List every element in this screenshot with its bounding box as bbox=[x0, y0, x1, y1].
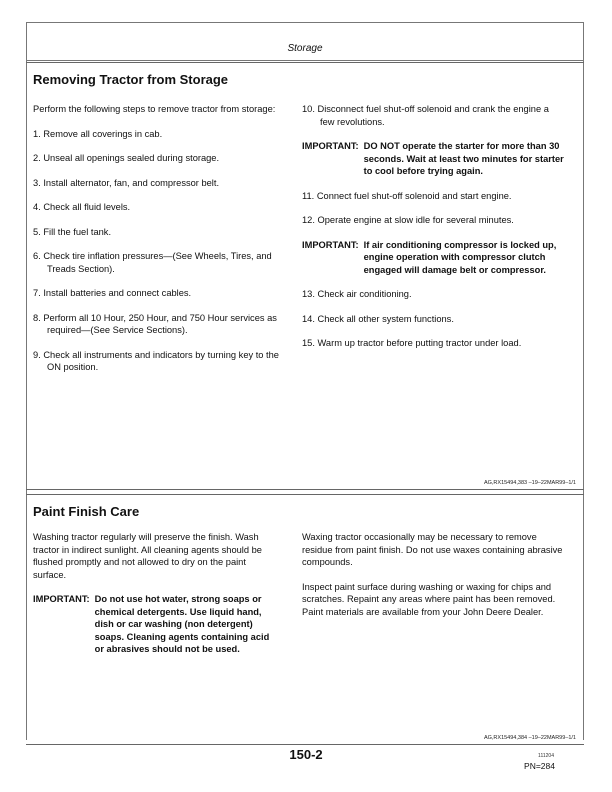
important-text: If air conditioning compressor is locked up, engine operation with compressor clutch engaged will damage belt or compressor. bbox=[363, 239, 557, 275]
step-3: 3. Install alternator, fan, and compressor belt. bbox=[33, 177, 220, 188]
inspect-paragraph: Inspect paint surface during washing or waxing for chips and scratches. Repaint any areas where paint has been removed. Paint materials are available from your John Deere Dealer. bbox=[302, 581, 556, 617]
step-13: 13. Check air conditioning. bbox=[302, 289, 412, 299]
important-note-compressor bbox=[302, 239, 564, 277]
step-8: 8. Perform all 10 Hour, 250 Hour, and 750 Hour services as required—(See Service Sections). bbox=[33, 312, 277, 335]
step-15: 15. Warm up tractor before putting tractor under load. bbox=[302, 338, 522, 348]
running-header: Storage bbox=[287, 43, 323, 54]
important-label: IMPORTANT: bbox=[33, 594, 90, 604]
step-4: 4. Check all fluid levels. bbox=[33, 202, 131, 212]
step-14: 14. Check all other system functions. bbox=[302, 313, 454, 324]
section-removing-from-storage bbox=[26, 62, 584, 490]
pn-label: PN=284 bbox=[524, 761, 555, 771]
step-2: 2. Unseal all openings sealed during storage. bbox=[33, 153, 220, 163]
section-title: Paint Finish Care bbox=[33, 504, 140, 519]
footer-code: 111204 bbox=[538, 753, 554, 759]
important-text: Do not use hot water, strong soaps or chemical detergents. Use liquid hand, dish or car washing (non detergent) soaps. Cleaning agents containing acid or abrasives should not be used. bbox=[94, 594, 270, 654]
intro-paragraph: Perform the following steps to remove tractor from storage: bbox=[33, 104, 276, 114]
step-10: 10. Disconnect fuel shut-off solenoid and crank the engine a few revolutions. bbox=[302, 104, 549, 127]
step-6: 6. Check tire inflation pressures—(See Wheels, Tires, and Treads Section). bbox=[33, 251, 272, 274]
header-rule bbox=[26, 60, 584, 61]
waxing-paragraph: Waxing tractor occasionally may be necessary to remove residue from paint finish. Do not use waxes containing abrasive compounds. bbox=[302, 532, 563, 567]
important-label: IMPORTANT: bbox=[302, 141, 359, 151]
step-11: 11. Connect fuel shut-off solenoid and start engine. bbox=[302, 190, 512, 201]
section-paint-finish-care bbox=[26, 494, 584, 745]
section-title: Removing Tractor from Storage bbox=[33, 72, 229, 87]
step-9: 9. Check all instruments and indicators by turning key to the ON position. bbox=[33, 349, 279, 372]
right-column bbox=[302, 531, 564, 630]
step-1: 1. Remove all coverings in cab. bbox=[33, 128, 163, 139]
reference-code: AG,RX15494,384 –19–22MAR99–1/1 bbox=[483, 735, 576, 741]
step-7: 7. Install batteries and connect cables. bbox=[33, 288, 192, 298]
page-number: 150-2 bbox=[289, 747, 323, 762]
important-note-cleaning bbox=[33, 593, 281, 656]
left-column bbox=[33, 531, 281, 668]
important-note-starter bbox=[302, 140, 564, 178]
left-column bbox=[33, 103, 281, 386]
important-label: IMPORTANT: bbox=[302, 239, 359, 250]
right-column bbox=[302, 103, 564, 362]
step-5: 5. Fill the fuel tank. bbox=[33, 226, 112, 237]
washing-paragraph: Washing tractor regularly will preserve the finish. Wash tractor in indirect sunlight. All cleaning agents should be flushed promptly and not allowed to dry on the paint surface. bbox=[33, 532, 262, 580]
important-text: DO NOT operate the starter for more than 30 seconds. Wait at least two minutes for starter to cool before trying again. bbox=[363, 141, 564, 176]
reference-code: AG,RX15494,383 –19–22MAR99–1/1 bbox=[483, 480, 576, 486]
step-12: 12. Operate engine at slow idle for several minutes. bbox=[302, 215, 514, 225]
